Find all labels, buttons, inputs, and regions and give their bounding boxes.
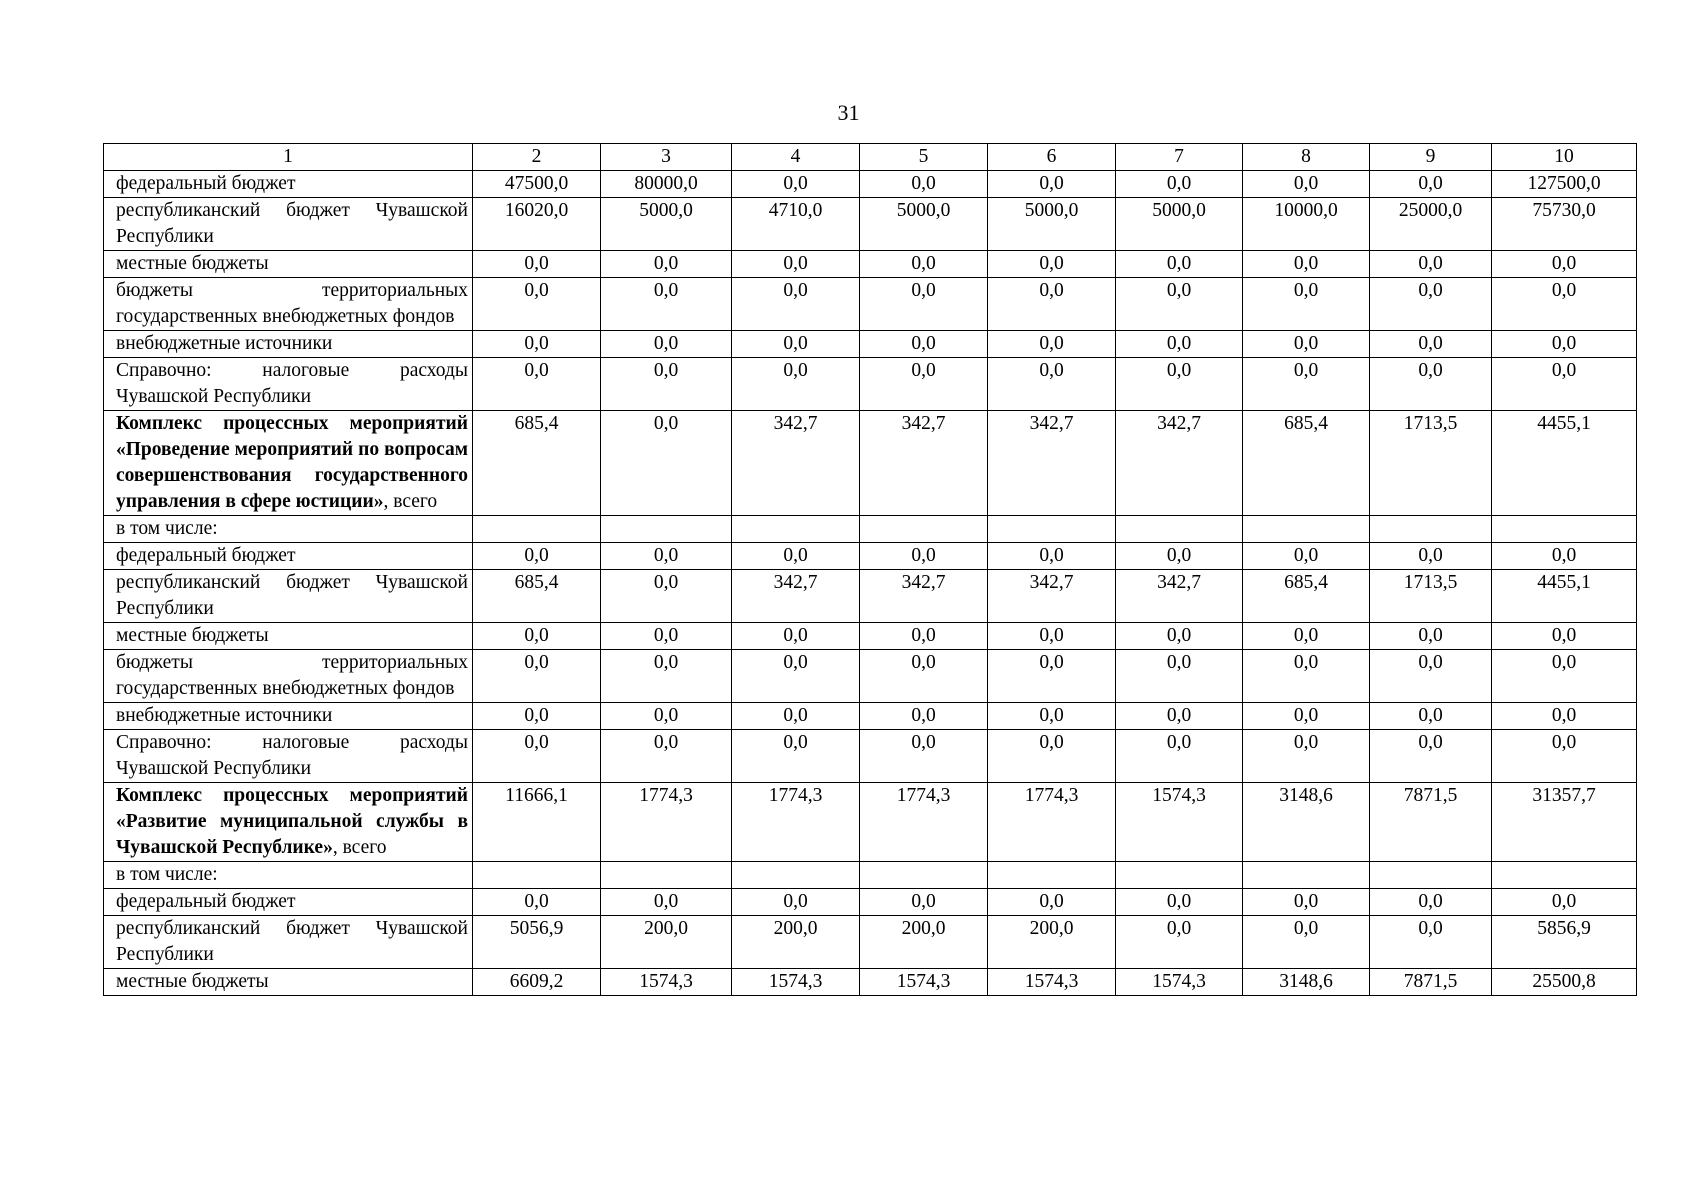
table-cell: 685,4	[1243, 570, 1370, 623]
table-cell: 0,0	[732, 730, 860, 783]
table-cell: 0,0	[601, 411, 732, 516]
row-label: местные бюджеты	[104, 251, 473, 278]
table-cell: 685,4	[1243, 411, 1370, 516]
table-cell: 0,0	[988, 358, 1116, 411]
table-cell: 0,0	[988, 331, 1116, 358]
table-cell: 47500,0	[473, 171, 601, 198]
table-cell	[1243, 516, 1370, 543]
table-cell: 200,0	[601, 916, 732, 969]
row-label	[104, 411, 473, 516]
table-cell: 0,0	[988, 171, 1116, 198]
table-cell: 0,0	[1492, 543, 1637, 570]
table-cell: 0,0	[732, 331, 860, 358]
table-row	[104, 358, 1637, 411]
table-cell: 0,0	[473, 543, 601, 570]
table-cell: 7871,5	[1370, 969, 1492, 996]
column-header: 5	[860, 144, 988, 171]
table-cell: 0,0	[601, 650, 732, 703]
table-cell: 342,7	[1116, 411, 1243, 516]
table-cell: 0,0	[1492, 358, 1637, 411]
table-cell: 3148,6	[1243, 969, 1370, 996]
table-cell: 0,0	[1116, 171, 1243, 198]
table-cell: 0,0	[1243, 730, 1370, 783]
table-cell	[601, 516, 732, 543]
table-cell	[1243, 862, 1370, 889]
table-cell: 0,0	[732, 650, 860, 703]
table-cell: 25500,8	[1492, 969, 1637, 996]
table-cell: 342,7	[732, 411, 860, 516]
table-row	[104, 570, 1637, 623]
column-header: 7	[1116, 144, 1243, 171]
row-label: федеральный бюджет	[104, 171, 473, 198]
table-cell	[860, 516, 988, 543]
table-cell: 0,0	[601, 331, 732, 358]
table-cell: 127500,0	[1492, 171, 1637, 198]
table-cell: 0,0	[1492, 703, 1637, 730]
row-label: внебюджетные источники	[104, 703, 473, 730]
table-cell: 0,0	[601, 703, 732, 730]
table-cell: 5000,0	[988, 198, 1116, 251]
table-cell: 0,0	[1243, 889, 1370, 916]
table-row	[104, 278, 1637, 331]
table-cell: 0,0	[1116, 278, 1243, 331]
table-cell	[1492, 862, 1637, 889]
table-cell: 0,0	[1116, 358, 1243, 411]
table-header-row	[104, 144, 1637, 171]
table-cell: 0,0	[1243, 916, 1370, 969]
table-cell: 0,0	[601, 730, 732, 783]
table-row	[104, 916, 1637, 969]
table-cell	[473, 516, 601, 543]
table-cell: 80000,0	[601, 171, 732, 198]
table-cell: 0,0	[1370, 543, 1492, 570]
table-cell: 25000,0	[1370, 198, 1492, 251]
table-cell: 0,0	[1116, 916, 1243, 969]
table-cell: 0,0	[473, 889, 601, 916]
table-row	[104, 783, 1637, 862]
table-cell: 0,0	[732, 278, 860, 331]
table-cell: 0,0	[1243, 543, 1370, 570]
table-cell: 0,0	[1243, 171, 1370, 198]
table-cell	[1370, 516, 1492, 543]
table-cell: 0,0	[988, 623, 1116, 650]
table-cell: 342,7	[988, 570, 1116, 623]
table-cell: 0,0	[473, 358, 601, 411]
table-cell: 0,0	[1492, 730, 1637, 783]
table-cell: 0,0	[601, 623, 732, 650]
table-cell: 0,0	[988, 278, 1116, 331]
row-label: бюджеты территориальных государственных внебюджетных фондов	[104, 650, 473, 703]
table-cell: 0,0	[1243, 703, 1370, 730]
table-cell: 0,0	[1116, 650, 1243, 703]
row-label-suffix: , всего	[332, 837, 387, 858]
table-cell: 31357,7	[1492, 783, 1637, 862]
table-cell: 1774,3	[988, 783, 1116, 862]
column-header: 1	[104, 144, 473, 171]
table-cell: 0,0	[1492, 331, 1637, 358]
table-cell: 0,0	[473, 730, 601, 783]
table-cell: 0,0	[1116, 251, 1243, 278]
column-header: 8	[1243, 144, 1370, 171]
row-label: республиканский бюджет Чувашской Республики	[104, 916, 473, 969]
table-cell: 342,7	[732, 570, 860, 623]
table-cell	[732, 516, 860, 543]
table-cell: 200,0	[860, 916, 988, 969]
budget-table	[103, 143, 1637, 996]
table-cell: 0,0	[732, 703, 860, 730]
table-cell: 0,0	[860, 543, 988, 570]
table-cell: 0,0	[1116, 730, 1243, 783]
table-cell: 342,7	[860, 570, 988, 623]
row-label: республиканский бюджет Чувашской Республики	[104, 570, 473, 623]
table-cell: 0,0	[860, 251, 988, 278]
table-cell: 685,4	[473, 570, 601, 623]
table-cell: 0,0	[1116, 543, 1243, 570]
row-label: республиканский бюджет Чувашской Республики	[104, 198, 473, 251]
table-row	[104, 198, 1637, 251]
table-cell: 0,0	[860, 730, 988, 783]
column-header: 6	[988, 144, 1116, 171]
table-cell: 0,0	[601, 251, 732, 278]
row-label	[104, 783, 473, 862]
table-cell: 0,0	[860, 703, 988, 730]
table-cell: 16020,0	[473, 198, 601, 251]
row-label: Справочно: налоговые расходы Чувашской Республики	[104, 730, 473, 783]
table-cell: 0,0	[1492, 889, 1637, 916]
table-cell: 0,0	[732, 251, 860, 278]
table-cell: 5000,0	[1116, 198, 1243, 251]
table-row	[104, 543, 1637, 570]
table-cell: 0,0	[1243, 251, 1370, 278]
table-cell: 0,0	[473, 251, 601, 278]
table-cell: 200,0	[988, 916, 1116, 969]
table-cell: 0,0	[860, 650, 988, 703]
table-row	[104, 331, 1637, 358]
table-cell: 4455,1	[1492, 411, 1637, 516]
table-cell: 0,0	[1370, 650, 1492, 703]
table-cell	[988, 862, 1116, 889]
table-cell	[1116, 862, 1243, 889]
table-cell: 0,0	[1370, 278, 1492, 331]
table-row	[104, 969, 1637, 996]
table-cell: 0,0	[1243, 331, 1370, 358]
table-cell: 0,0	[1370, 331, 1492, 358]
table-cell: 1774,3	[732, 783, 860, 862]
table-cell	[732, 862, 860, 889]
table-cell: 3148,6	[1243, 783, 1370, 862]
table-cell: 0,0	[988, 251, 1116, 278]
table-cell: 0,0	[1243, 650, 1370, 703]
table-cell: 0,0	[1116, 703, 1243, 730]
table-cell	[1492, 516, 1637, 543]
table-cell: 0,0	[1243, 278, 1370, 331]
table-cell: 0,0	[1370, 623, 1492, 650]
table-cell	[860, 862, 988, 889]
table-cell: 1574,3	[1116, 783, 1243, 862]
table-cell: 685,4	[473, 411, 601, 516]
table-cell: 0,0	[601, 278, 732, 331]
table-cell: 75730,0	[1492, 198, 1637, 251]
row-label: в том числе:	[104, 516, 473, 543]
table-cell: 0,0	[860, 623, 988, 650]
table-cell: 10000,0	[1243, 198, 1370, 251]
table-cell: 0,0	[1370, 358, 1492, 411]
table-cell	[988, 516, 1116, 543]
row-label-suffix: , всего	[383, 491, 438, 512]
table-cell: 0,0	[732, 358, 860, 411]
table-cell: 0,0	[860, 331, 988, 358]
table-row	[104, 411, 1637, 516]
table-cell: 342,7	[988, 411, 1116, 516]
table-row	[104, 623, 1637, 650]
row-label: федеральный бюджет	[104, 543, 473, 570]
table-cell: 200,0	[732, 916, 860, 969]
table-cell: 0,0	[601, 543, 732, 570]
table-row	[104, 516, 1637, 543]
table-cell: 1574,3	[732, 969, 860, 996]
table-cell	[1116, 516, 1243, 543]
table-cell: 0,0	[860, 889, 988, 916]
table-cell: 0,0	[860, 358, 988, 411]
table-cell: 5000,0	[860, 198, 988, 251]
column-header: 3	[601, 144, 732, 171]
row-label: бюджеты территориальных государственных внебюджетных фондов	[104, 278, 473, 331]
table-row	[104, 171, 1637, 198]
table-row	[104, 650, 1637, 703]
table-cell: 1574,3	[988, 969, 1116, 996]
table-row	[104, 862, 1637, 889]
table-cell: 0,0	[473, 650, 601, 703]
table-cell: 0,0	[1243, 623, 1370, 650]
table-cell: 0,0	[473, 623, 601, 650]
table-cell: 1713,5	[1370, 411, 1492, 516]
table-cell: 0,0	[1116, 331, 1243, 358]
row-label: местные бюджеты	[104, 623, 473, 650]
table-cell: 0,0	[732, 889, 860, 916]
table-cell: 0,0	[473, 703, 601, 730]
table-cell: 11666,1	[473, 783, 601, 862]
row-label: в том числе:	[104, 862, 473, 889]
table-cell: 0,0	[1492, 251, 1637, 278]
table-row	[104, 251, 1637, 278]
row-label-title: Комплекс процессных мероприятий «Проведение мероприятий по вопросам совершенствования государственного управления в сфере юстиции»	[116, 413, 468, 512]
table-cell: 0,0	[601, 889, 732, 916]
table-cell: 0,0	[1370, 916, 1492, 969]
table-cell: 0,0	[1370, 171, 1492, 198]
table-cell: 1574,3	[601, 969, 732, 996]
table-cell: 1713,5	[1370, 570, 1492, 623]
table-cell: 0,0	[1370, 730, 1492, 783]
table-cell: 1574,3	[860, 969, 988, 996]
table-cell	[473, 862, 601, 889]
table-cell: 5000,0	[601, 198, 732, 251]
table-cell: 0,0	[988, 543, 1116, 570]
row-label: федеральный бюджет	[104, 889, 473, 916]
column-header: 9	[1370, 144, 1492, 171]
table-cell: 0,0	[1492, 623, 1637, 650]
table-cell: 0,0	[601, 570, 732, 623]
table-row	[104, 889, 1637, 916]
table-cell: 0,0	[732, 171, 860, 198]
table-cell: 0,0	[1370, 703, 1492, 730]
table-cell: 1774,3	[860, 783, 988, 862]
table-cell: 4455,1	[1492, 570, 1637, 623]
table-cell: 342,7	[860, 411, 988, 516]
table-cell: 0,0	[732, 543, 860, 570]
table-cell: 1574,3	[1116, 969, 1243, 996]
table-cell: 5856,9	[1492, 916, 1637, 969]
table-cell: 0,0	[1492, 650, 1637, 703]
table-cell: 7871,5	[1370, 783, 1492, 862]
table-cell: 0,0	[860, 278, 988, 331]
table-cell: 0,0	[1116, 623, 1243, 650]
table-cell: 0,0	[860, 171, 988, 198]
table-cell: 0,0	[988, 650, 1116, 703]
table-cell: 0,0	[1243, 358, 1370, 411]
table-cell: 0,0	[1492, 278, 1637, 331]
page-number: 31	[837, 100, 860, 125]
table-cell	[601, 862, 732, 889]
column-header: 2	[473, 144, 601, 171]
table-cell: 4710,0	[732, 198, 860, 251]
table-cell: 342,7	[1116, 570, 1243, 623]
table-cell: 0,0	[732, 623, 860, 650]
table-row	[104, 703, 1637, 730]
table-cell: 0,0	[1370, 889, 1492, 916]
table-cell: 0,0	[988, 730, 1116, 783]
column-header: 4	[732, 144, 860, 171]
table-cell: 5056,9	[473, 916, 601, 969]
table-cell: 1774,3	[601, 783, 732, 862]
table-cell: 0,0	[1116, 889, 1243, 916]
table-cell: 0,0	[1370, 251, 1492, 278]
row-label: внебюджетные источники	[104, 331, 473, 358]
table-cell: 6609,2	[473, 969, 601, 996]
row-label: Справочно: налоговые расходы Чувашской Республики	[104, 358, 473, 411]
table-cell: 0,0	[601, 358, 732, 411]
table-cell: 0,0	[473, 278, 601, 331]
row-label: местные бюджеты	[104, 969, 473, 996]
column-header: 10	[1492, 144, 1637, 171]
table-cell: 0,0	[988, 703, 1116, 730]
table-cell	[1370, 862, 1492, 889]
table-cell: 0,0	[988, 889, 1116, 916]
table-cell: 0,0	[473, 331, 601, 358]
row-label-title: Комплекс процессных мероприятий «Развитие муниципальной службы в Чувашской Республике»	[116, 785, 468, 858]
table-row	[104, 730, 1637, 783]
